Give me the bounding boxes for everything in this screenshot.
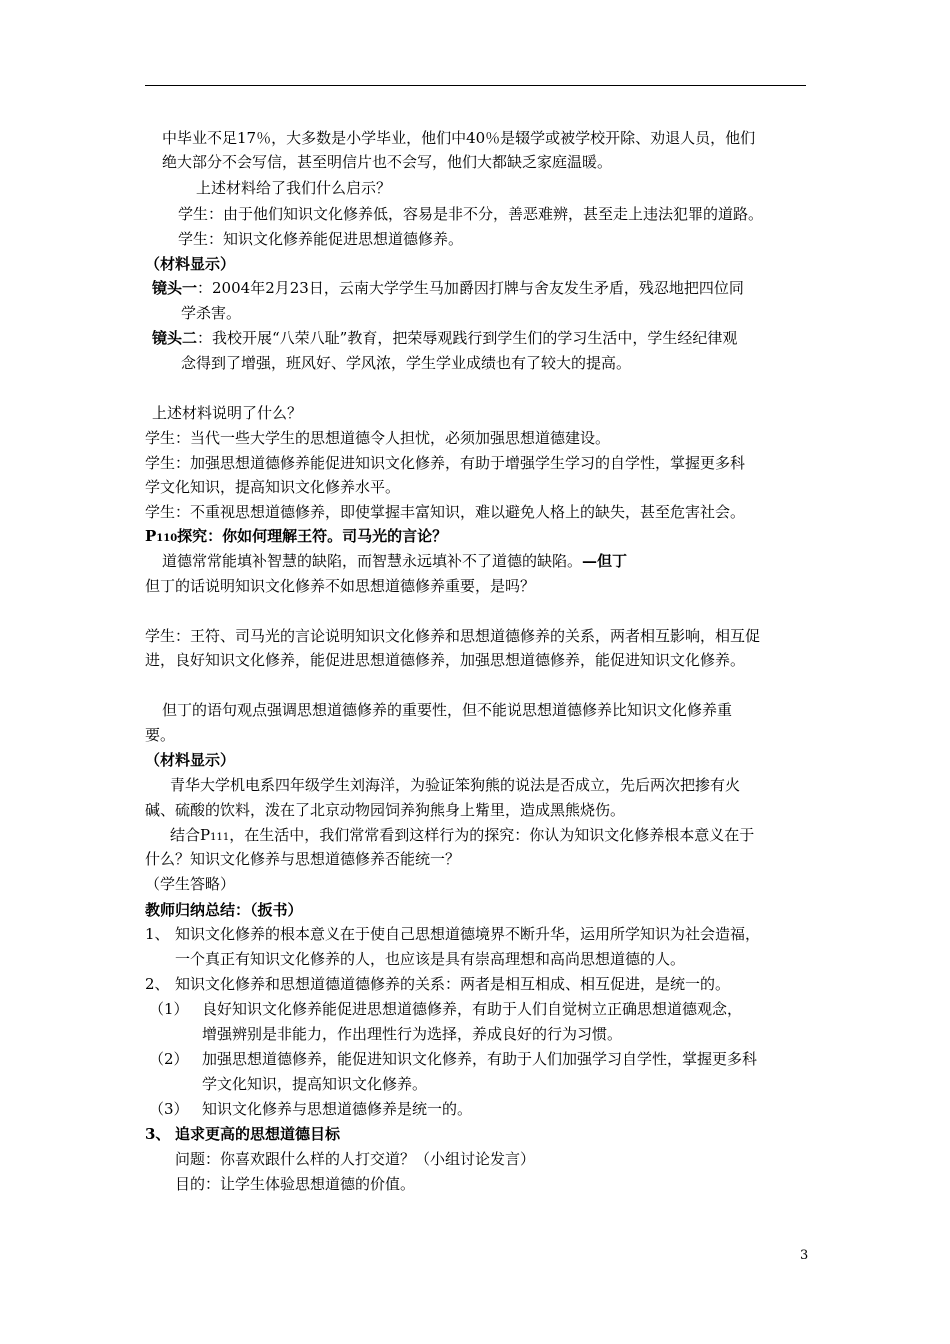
material-heading: （材料显示） xyxy=(145,255,236,273)
sub-list-item: 知识文化修养与思想道德修养是统一的。 xyxy=(202,1100,473,1118)
sub-list-number: （1） xyxy=(149,1000,189,1018)
combine-prefix: 结合P xyxy=(170,826,211,844)
student-answer: 学生：知识文化修养能促进思想道德修养。 xyxy=(178,230,464,248)
summary-heading: 教师归纳总结：（扳书） xyxy=(145,901,303,919)
list-number: 1、 xyxy=(145,925,170,943)
shot-label: 镜头二 xyxy=(152,329,198,347)
paragraph-line: 绝大部分不会写信，甚至明信片也不会写，他们大都缺乏家庭温暖。 xyxy=(162,153,613,171)
material-heading: （材料显示） xyxy=(145,751,236,769)
shot-text-cont: 念得到了增强，班风好、学风浓，学生学业成绩也有了较大的提高。 xyxy=(181,354,632,372)
shot-two xyxy=(152,326,737,350)
list-item-cont: 一个真正有知识文化修养的人，也应该是具有崇高理想和高尚思想道德的人。 xyxy=(175,950,686,968)
sub-list-number: （2） xyxy=(149,1050,189,1068)
issue-line: 问题：你喜欢跟什么样的人打交道？（小组讨论发言） xyxy=(175,1150,536,1168)
explore-heading xyxy=(145,524,447,551)
shot-one xyxy=(152,276,744,300)
shot-label: 镜头一 xyxy=(152,279,198,297)
paragraph-line: 青华大学机电系四年级学生刘海洋，为验证笨狗熊的说法是否成立，先后两次把掺有火 xyxy=(170,776,741,794)
list-number: 2、 xyxy=(145,975,170,993)
sub-list-number: （3） xyxy=(149,1100,189,1118)
paragraph-line: 但丁的语句观点强调思想道德修养的重要性，但不能说思想道德修养比知识文化修养重 xyxy=(162,701,733,719)
explore-text: 探究：你如何理解王符。司马光的言论？ xyxy=(177,527,448,545)
paragraph-line: 中毕业不足17％，大多数是小学毕业，他们中40％是辍学或被学校开除、劝退人员，他们 xyxy=(162,129,756,147)
paragraph-line: 要。 xyxy=(145,726,176,744)
explore-page-prefix: P xyxy=(145,527,157,545)
student-answer: 学生：不重视思想道德修养，即使掌握丰富知识，难以避免人格上的缺失，甚至危害社会。 xyxy=(145,503,746,521)
list-item: 知识文化修养和思想道德道德修养的关系：两者是相互相成、相互促进，是统一的。 xyxy=(175,975,731,993)
quote-author: —但丁 xyxy=(582,552,628,570)
question: 上述材料说明了什么？ xyxy=(152,404,303,422)
header-rule xyxy=(145,85,806,86)
page-number: 3 xyxy=(800,1248,809,1263)
list-number: 3、 xyxy=(145,1125,171,1143)
student-answer-cont: 进，良好知识文化修养，能促进思想道德修养，加强思想道德修养，能促进知识文化修养。 xyxy=(145,651,746,669)
question: 上述材料给了我们什么启示？ xyxy=(196,179,392,197)
sub-list-item-cont: 学文化知识，提高知识文化修养。 xyxy=(202,1075,428,1093)
list-item: 知识文化修养的根本意义在于使自己思想道德境界不断升华，运用所学知识为社会造福， xyxy=(175,925,761,943)
student-answer: 学生：当代一些大学生的思想道德令人担忧，必须加强思想道德建设。 xyxy=(145,429,611,447)
quote-text: 道德常常能填补智慧的缺陷，而智慧永远填补不了道德的缺陷。 xyxy=(162,552,583,570)
shot-text-cont: 学杀害。 xyxy=(181,304,242,322)
paragraph-line: 碱、硫酸的饮料，泼在了北京动物园饲养狗熊身上觜里，造成黑熊烧伤。 xyxy=(145,801,626,819)
quote-question: 但丁的话说明知识文化修养不如思想道德修养重要，是吗？ xyxy=(145,577,536,595)
sub-list-item: 良好知识文化修养能促进思想道德修养，有助于人们自觉树立正确思想道德观念， xyxy=(202,1000,743,1018)
student-answer: 学生：加强思想道德修养能促进知识文化修养，有助于增强学生学习的自学性，掌握更多科 xyxy=(145,454,746,472)
student-brief: （学生答略） xyxy=(145,875,236,893)
student-answer: 学生：由于他们知识文化修养低，容易是非不分，善恶难辨，甚至走上违法犯罪的道路。 xyxy=(178,205,764,223)
sub-list-item-cont: 增强辨别是非能力，作出理性行为选择，养成良好的行为习惯。 xyxy=(202,1025,623,1043)
combine-page-number: 111 xyxy=(210,832,230,843)
paragraph-line: 什么？知识文化修养与思想道德修养否能统一？ xyxy=(145,850,461,868)
combine-text: ，在生活中，我们常常看到这样行为的探究：你认为知识文化修养根本意义在于 xyxy=(229,826,755,844)
list-item: 追求更高的思想道德目标 xyxy=(175,1125,341,1143)
purpose-line: 目的：让学生体验思想道德的价值。 xyxy=(175,1175,416,1193)
shot-text: ：我校开展“八荣八耻”教育，把荣辱观践行到学生们的学习生活中，学生经纪律观 xyxy=(197,329,738,347)
explore-page-number: 110 xyxy=(156,533,178,544)
quote xyxy=(162,549,627,573)
sub-list-item: 加强思想道德修养，能促进知识文化修养，有助于人们加强学习自学性，掌握更多科 xyxy=(202,1050,758,1068)
shot-text: ：2004年2月23日，云南大学学生马加爵因打牌与舍友发生矛盾，残忍地把四位同 xyxy=(197,279,744,297)
student-answer: 学生：王符、司马光的言论说明知识文化修养和思想道德修养的关系，两者相互影响，相互促 xyxy=(145,627,761,645)
student-answer-cont: 学文化知识，提高知识文化修养水平。 xyxy=(145,478,401,496)
combine-line xyxy=(170,823,754,850)
